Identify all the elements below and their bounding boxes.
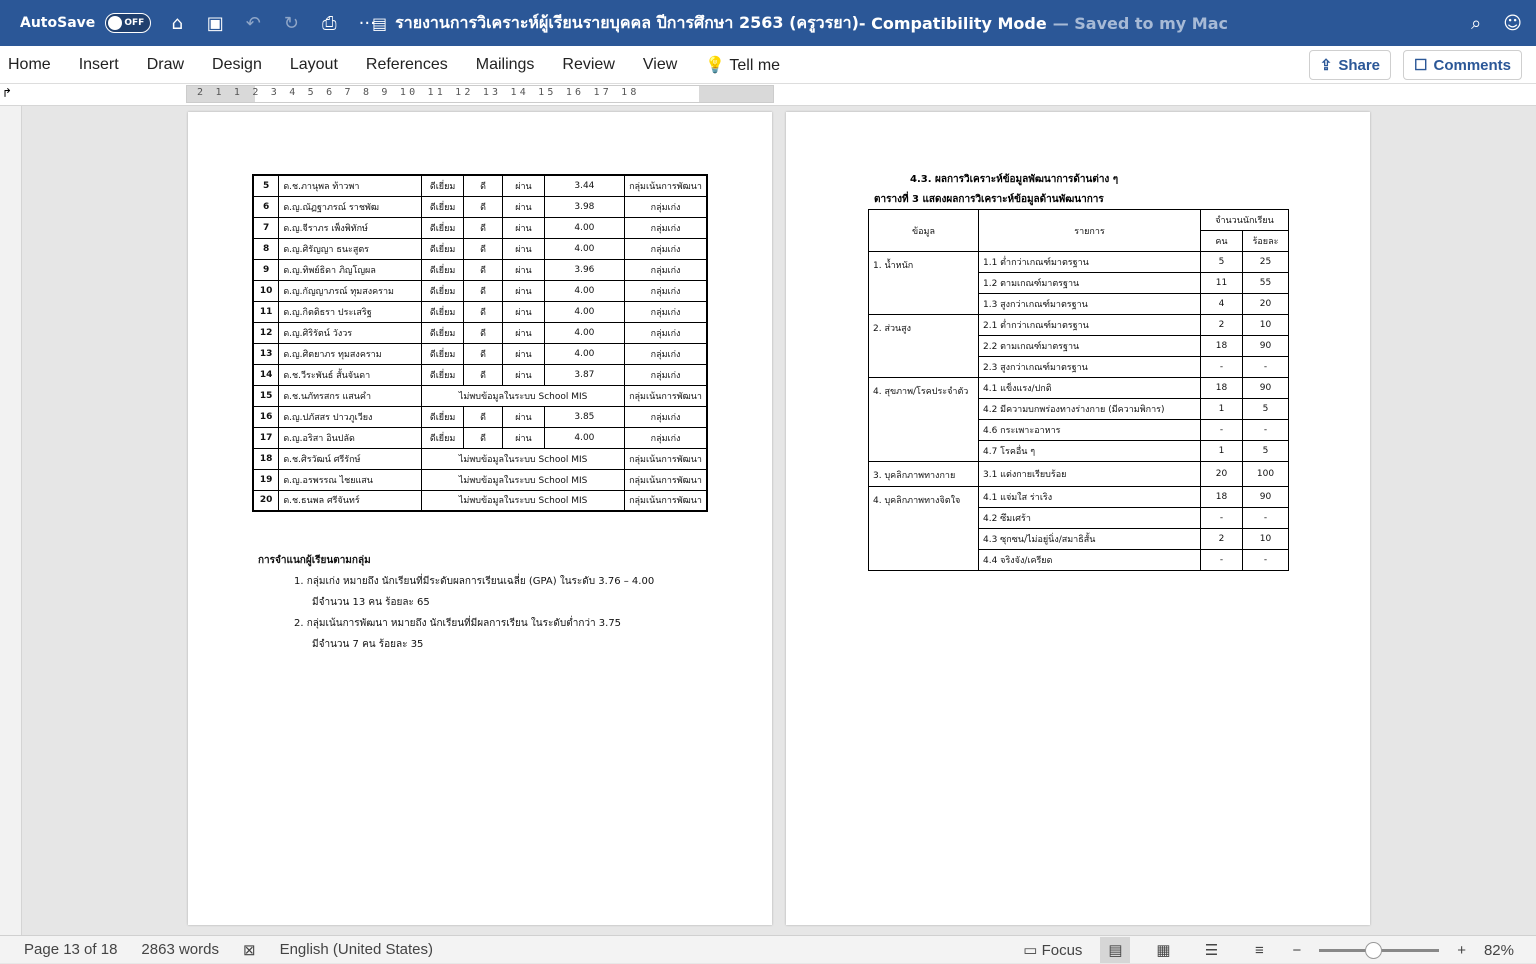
table-cell: ดีเยี่ยม bbox=[422, 364, 464, 385]
table-cell: 8 bbox=[253, 238, 279, 259]
page-indicator[interactable]: Page 13 of 18 bbox=[24, 941, 118, 958]
table-cell: กลุ่มเก่ง bbox=[625, 280, 707, 301]
table-cell: ผ่าน bbox=[503, 217, 544, 238]
tab-view[interactable]: View bbox=[642, 55, 678, 73]
table-cell: ดี bbox=[463, 322, 502, 343]
table-row bbox=[253, 238, 707, 259]
autosave-label: AutoSave bbox=[20, 15, 96, 31]
table-cell: 18 bbox=[1201, 378, 1243, 399]
list-item: 1. กลุ่มเก่ง หมายถึง นักเรียนที่มีระดับผลการเรียนเฉลี่ย (GPA) ในระดับ 3.76 – 4.00 bbox=[294, 576, 655, 587]
table-cell: 4.3 ซุกซน/ไม่อยู่นิ่ง/สมาธิสั้น bbox=[979, 529, 1201, 550]
table-cell: กลุ่มเก่ง bbox=[625, 364, 707, 385]
ruler-track[interactable] bbox=[186, 85, 774, 103]
table-cell: ดีเยี่ยม bbox=[422, 217, 464, 238]
group-label: 2. ส่วนสูง bbox=[869, 315, 979, 378]
table-row bbox=[253, 280, 707, 301]
list-item-detail: มีจำนวน 7 คน ร้อยละ 35 bbox=[312, 639, 424, 650]
grouping-section bbox=[258, 550, 654, 655]
table-row bbox=[869, 252, 1289, 273]
table-row bbox=[253, 322, 707, 343]
saved-status[interactable]: — Saved to my Mac bbox=[1052, 13, 1228, 33]
table-cell: ดีเยี่ยม bbox=[422, 175, 464, 196]
table-cell: ผ่าน bbox=[503, 196, 544, 217]
page-14[interactable] bbox=[786, 112, 1370, 925]
save-icon[interactable]: ▣ bbox=[206, 12, 224, 34]
table-cell: ดีเยี่ยม bbox=[422, 427, 464, 448]
share-label: Share bbox=[1338, 56, 1381, 74]
header-pct: ร้อยละ bbox=[1243, 231, 1289, 252]
section-heading: 4.3. ผลการวิเคราะห์ข้อมูลพัฒนาการด้านต่าง ๆ bbox=[910, 174, 1119, 185]
table-cell: ผ่าน bbox=[503, 322, 544, 343]
table-cell: - bbox=[1243, 357, 1289, 378]
table-cell: 4.00 bbox=[544, 217, 624, 238]
table-cell: 11 bbox=[1201, 273, 1243, 294]
tab-design[interactable]: Design bbox=[212, 55, 262, 73]
table-cell: ผ่าน bbox=[503, 364, 544, 385]
table-cell: ด.ญ.กัญญาภรณ์ ทุมสงคราม bbox=[279, 280, 422, 301]
search-icon[interactable]: ⌕ bbox=[1471, 12, 1482, 34]
development-table bbox=[868, 209, 1289, 571]
table-cell: กลุ่มเก่ง bbox=[625, 196, 707, 217]
table-cell: 90 bbox=[1243, 336, 1289, 357]
table-cell: ดีเยี่ยม bbox=[422, 322, 464, 343]
autosave-state: OFF bbox=[124, 18, 145, 28]
tab-review[interactable]: Review bbox=[562, 55, 615, 73]
table-cell: กลุ่มเน้นการพัฒนา bbox=[625, 469, 707, 490]
table-cell: 6 bbox=[253, 196, 279, 217]
table-cell: กลุ่มเน้นการพัฒนา bbox=[625, 175, 707, 196]
table-cell: ด.ช.ศิรวัฒน์ ศรีรักษ์ bbox=[279, 448, 422, 469]
word-doc-icon: ▤ bbox=[372, 13, 388, 33]
table-cell: ผ่าน bbox=[503, 301, 544, 322]
tab-references[interactable]: References bbox=[365, 55, 448, 73]
table-cell: 20 bbox=[1243, 294, 1289, 315]
table-cell: กลุ่มเก่ง bbox=[625, 238, 707, 259]
table-row bbox=[253, 175, 707, 196]
table-row bbox=[253, 196, 707, 217]
table-cell: ผ่าน bbox=[503, 343, 544, 364]
ruler[interactable] bbox=[0, 84, 1536, 106]
table-cell: 4.1 แจ่มใส ร่าเริง bbox=[979, 487, 1201, 508]
table-cell: ด.ญ.อริสา อินปลัด bbox=[279, 427, 422, 448]
table-cell: 3.98 bbox=[544, 196, 624, 217]
table-cell: 5 bbox=[253, 175, 279, 196]
redo-icon[interactable]: ↻ bbox=[283, 12, 299, 34]
tab-insert[interactable]: Insert bbox=[78, 55, 119, 73]
autosave-toggle[interactable] bbox=[105, 13, 151, 33]
title-bar bbox=[0, 0, 1536, 46]
table-cell: กลุ่มเก่ง bbox=[625, 301, 707, 322]
table-cell: 90 bbox=[1243, 378, 1289, 399]
table-cell: 4.4 จริงจัง/เครียด bbox=[979, 550, 1201, 571]
table-cell: กลุ่มเน้นการพัฒนา bbox=[625, 490, 707, 511]
table-cell: 10 bbox=[253, 280, 279, 301]
focus-icon: ▭ bbox=[1023, 942, 1038, 959]
table-cell: ดี bbox=[463, 406, 502, 427]
zoom-level[interactable]: 82% bbox=[1483, 941, 1514, 959]
table-cell: 7 bbox=[253, 217, 279, 238]
document-canvas[interactable] bbox=[0, 106, 1536, 935]
zoom-thumb[interactable] bbox=[1365, 942, 1382, 959]
table-cell: 4.00 bbox=[544, 427, 624, 448]
header-item: รายการ bbox=[979, 210, 1201, 252]
table-cell: 3.44 bbox=[544, 175, 624, 196]
table-cell: 1.3 สูงกว่าเกณฑ์มาตรฐาน bbox=[979, 294, 1201, 315]
table-cell: ดีเยี่ยม bbox=[422, 343, 464, 364]
tab-tell-me[interactable] bbox=[691, 55, 794, 75]
compat-mode: - Compatibility Mode bbox=[858, 13, 1047, 33]
table-cell: ดีเยี่ยม bbox=[422, 301, 464, 322]
table-cell: ไม่พบข้อมูลในระบบ School MIS bbox=[422, 490, 625, 511]
table-row bbox=[869, 378, 1289, 399]
table-cell: ผ่าน bbox=[503, 427, 544, 448]
tab-mailings[interactable]: Mailings bbox=[475, 55, 535, 73]
list-item-detail: มีจำนวน 13 คน ร้อยละ 65 bbox=[312, 597, 430, 608]
table-cell: 5 bbox=[1243, 441, 1289, 462]
table-cell: 2 bbox=[1201, 529, 1243, 550]
table-row bbox=[869, 462, 1289, 487]
table-cell: ดี bbox=[463, 343, 502, 364]
table-cell: ดีเยี่ยม bbox=[422, 259, 464, 280]
table-row bbox=[253, 427, 707, 448]
table-cell: 18 bbox=[253, 448, 279, 469]
table-row bbox=[253, 364, 707, 385]
table-cell: 4.1 แข็งแรง/ปกติ bbox=[979, 378, 1201, 399]
table-row bbox=[253, 448, 707, 469]
table-cell: ด.ญ.ทิพย์ธิดา ภิญโญผล bbox=[279, 259, 422, 280]
more-icon[interactable]: ··· bbox=[358, 12, 376, 34]
table-cell: 11 bbox=[253, 301, 279, 322]
table-cell: 18 bbox=[1201, 487, 1243, 508]
language-indicator[interactable]: English (United States) bbox=[279, 941, 433, 958]
table-cell: ด.ช.วีระพันธ์ สั้นจันดา bbox=[279, 364, 422, 385]
table-cell: กลุ่มเก่ง bbox=[625, 322, 707, 343]
table-cell: 3.85 bbox=[544, 406, 624, 427]
share-icon: ⇪ bbox=[1319, 57, 1333, 74]
table-cell: 16 bbox=[253, 406, 279, 427]
table-cell: 3.96 bbox=[544, 259, 624, 280]
table-cell: 1.1 ต่ำกว่าเกณฑ์มาตรฐาน bbox=[979, 252, 1201, 273]
table-cell: ดี bbox=[463, 217, 502, 238]
table-cell: ด.ญ.ณัฏฐาภรณ์ ราชพัฒ bbox=[279, 196, 422, 217]
table-cell: - bbox=[1201, 508, 1243, 529]
tab-home[interactable]: Home bbox=[8, 55, 51, 73]
table-cell: ดี bbox=[463, 280, 502, 301]
table-cell: 4.00 bbox=[544, 238, 624, 259]
table-cell: ผ่าน bbox=[503, 259, 544, 280]
focus-label: Focus bbox=[1041, 942, 1083, 959]
table-cell: กลุ่มเก่ง bbox=[625, 259, 707, 280]
lightbulb-icon: 💡 bbox=[705, 56, 726, 74]
table-cell: ดี bbox=[463, 364, 502, 385]
status-bar bbox=[0, 935, 1536, 963]
table-cell: 90 bbox=[1243, 487, 1289, 508]
outline-icon[interactable]: ☰ bbox=[1204, 942, 1219, 959]
proofing-icon[interactable]: ⊠ bbox=[242, 941, 256, 959]
header-count: จำนวนนักเรียน bbox=[1201, 210, 1289, 231]
table-row bbox=[253, 406, 707, 427]
table-cell: ผ่าน bbox=[503, 280, 544, 301]
table-cell: ไม่พบข้อมูลในระบบ School MIS bbox=[422, 469, 625, 490]
table-cell: ด.ช.ภานุพล ท้าวพา bbox=[279, 175, 422, 196]
ruler-numbers: 2 1 1 2 3 4 5 6 7 8 9 10 11 12 13 14 15 16 17 18 bbox=[197, 87, 640, 98]
table-cell: กลุ่มเน้นการพัฒนา bbox=[625, 448, 707, 469]
table-row bbox=[869, 315, 1289, 336]
tab-draw[interactable]: Draw bbox=[146, 55, 185, 73]
group-label: 4. สุขภาพ/โรคประจำตัว bbox=[869, 378, 979, 462]
table-row bbox=[253, 301, 707, 322]
table-caption: ตารางที่ 3 แสดงผลการวิเคราะห์ข้อมูลด้านพัฒนาการ bbox=[874, 194, 1104, 205]
table-cell: 4.00 bbox=[544, 343, 624, 364]
comment-icon: ☐ bbox=[1414, 57, 1428, 74]
table-cell: ไม่พบข้อมูลในระบบ School MIS bbox=[422, 385, 625, 406]
table-cell: - bbox=[1243, 508, 1289, 529]
table-row bbox=[253, 469, 707, 490]
table-cell: 2.3 สูงกว่าเกณฑ์มาตรฐาน bbox=[979, 357, 1201, 378]
table-cell: 18 bbox=[1201, 336, 1243, 357]
table-cell: 12 bbox=[253, 322, 279, 343]
table-cell: 1.2 ตามเกณฑ์มาตรฐาน bbox=[979, 273, 1201, 294]
tell-me-label: Tell me bbox=[729, 56, 781, 74]
table-row bbox=[253, 217, 707, 238]
table-cell: 4.6 กระเพาะอาหาร bbox=[979, 420, 1201, 441]
table-cell: กลุ่มเก่ง bbox=[625, 427, 707, 448]
document-title bbox=[372, 0, 1228, 46]
page-13[interactable] bbox=[188, 112, 772, 925]
table-cell: ด.ช.นภัทรสกร แสนคำ bbox=[279, 385, 422, 406]
table-cell: ผ่าน bbox=[503, 175, 544, 196]
print-layout-icon[interactable]: ▤ bbox=[1100, 937, 1130, 963]
table-row bbox=[869, 487, 1289, 508]
table-row bbox=[253, 259, 707, 280]
focus-button[interactable] bbox=[1023, 941, 1082, 959]
table-cell: ดี bbox=[463, 196, 502, 217]
table-cell: 4.7 โรคอื่น ๆ bbox=[979, 441, 1201, 462]
group-label: 4. บุคลิกภาพทางจิตใจ bbox=[869, 487, 979, 571]
undo-icon[interactable]: ↶ bbox=[245, 12, 261, 34]
table-row bbox=[253, 490, 707, 511]
table-cell: ด.ช.ธนพล ศรีจันทร์ bbox=[279, 490, 422, 511]
draft-icon[interactable]: ≡ bbox=[1255, 941, 1264, 959]
table-cell: - bbox=[1201, 420, 1243, 441]
table-cell: 17 bbox=[253, 427, 279, 448]
header-n: คน bbox=[1201, 231, 1243, 252]
comments-label: Comments bbox=[1433, 56, 1511, 74]
table-cell: กลุ่มเก่ง bbox=[625, 406, 707, 427]
table-cell: ด.ญ.กิตติธรา ประเสริฐ bbox=[279, 301, 422, 322]
group-label: 1. น้ำหนัก bbox=[869, 252, 979, 315]
table-cell: ดีเยี่ยม bbox=[422, 280, 464, 301]
table-cell: กลุ่มเก่ง bbox=[625, 217, 707, 238]
left-margin-strip bbox=[0, 106, 22, 935]
table-cell: 5 bbox=[1201, 252, 1243, 273]
table-cell: 3.1 แต่งกายเรียบร้อย bbox=[979, 462, 1201, 487]
table-cell: กลุ่มเน้นการพัฒนา bbox=[625, 385, 707, 406]
table-cell: 15 bbox=[253, 385, 279, 406]
zoom-slider[interactable] bbox=[1319, 949, 1439, 952]
table-cell: 1 bbox=[1201, 399, 1243, 420]
table-cell: 20 bbox=[253, 490, 279, 511]
home-icon[interactable]: ⌂ bbox=[171, 12, 183, 34]
table-cell: ดี bbox=[463, 175, 502, 196]
web-layout-icon[interactable]: ▦ bbox=[1156, 942, 1171, 959]
table-cell: 100 bbox=[1243, 462, 1289, 487]
zoom-out-icon[interactable]: − bbox=[1292, 941, 1302, 959]
table-cell: ด.ญ.ศิรัญญา ธนะสูตร bbox=[279, 238, 422, 259]
tab-layout[interactable]: Layout bbox=[289, 55, 338, 73]
table-row bbox=[253, 343, 707, 364]
table-cell: ผ่าน bbox=[503, 238, 544, 259]
section-heading: การจำแนกผู้เรียนตามกลุ่ม bbox=[258, 555, 371, 566]
table-cell: 2.2 ตามเกณฑ์มาตรฐาน bbox=[979, 336, 1201, 357]
table-cell: ดี bbox=[463, 259, 502, 280]
share-button[interactable] bbox=[1309, 50, 1391, 80]
table-cell: ด.ญ.จีราภร เพ็งพิทักษ์ bbox=[279, 217, 422, 238]
account-icon[interactable]: ☺ bbox=[1503, 12, 1522, 34]
comments-button[interactable] bbox=[1403, 50, 1522, 80]
print-icon[interactable]: ⎙ bbox=[322, 12, 337, 34]
table-cell: 2 bbox=[1201, 315, 1243, 336]
table-cell: ด.ญ.ปภัสสร ปาวภูเวียง bbox=[279, 406, 422, 427]
table-cell: ดี bbox=[463, 301, 502, 322]
table-cell: 19 bbox=[253, 469, 279, 490]
table-cell: ไม่พบข้อมูลในระบบ School MIS bbox=[422, 448, 625, 469]
student-table bbox=[252, 174, 708, 512]
table-cell: ด.ญ.อรพรรณ ไชยแสน bbox=[279, 469, 422, 490]
header-info: ข้อมูล bbox=[869, 210, 979, 252]
table-cell: 55 bbox=[1243, 273, 1289, 294]
table-cell: 5 bbox=[1243, 399, 1289, 420]
table-cell: 10 bbox=[1243, 315, 1289, 336]
table-cell: ด.ญ.ศิตยาภร ทุมสงคราม bbox=[279, 343, 422, 364]
table-cell: - bbox=[1201, 357, 1243, 378]
table-cell: 4.2 ซึมเศร้า bbox=[979, 508, 1201, 529]
table-cell: 2.1 ต่ำกว่าเกณฑ์มาตรฐาน bbox=[979, 315, 1201, 336]
table-cell: ผ่าน bbox=[503, 406, 544, 427]
table-cell: ดีเยี่ยม bbox=[422, 406, 464, 427]
table-cell: 3.87 bbox=[544, 364, 624, 385]
table-cell: 4.00 bbox=[544, 301, 624, 322]
list-item: 2. กลุ่มเน้นการพัฒนา หมายถึง นักเรียนที่มีผลการเรียน ในระดับต่ำกว่า 3.75 bbox=[294, 618, 622, 629]
table-cell: - bbox=[1243, 550, 1289, 571]
table-cell: ด.ญ.ศิริรัตน์ วังวร bbox=[279, 322, 422, 343]
tab-stop-icon[interactable]: ↱ bbox=[2, 86, 13, 100]
table-cell: 20 bbox=[1201, 462, 1243, 487]
doc-title-text: รายงานการวิเคราะห์ผู้เรียนรายบุคคล ปีการศึกษา 2563 (ครูวรยา) bbox=[395, 12, 859, 32]
table-cell: 1 bbox=[1201, 441, 1243, 462]
table-cell: 13 bbox=[253, 343, 279, 364]
table-cell: 9 bbox=[253, 259, 279, 280]
table-cell: - bbox=[1243, 420, 1289, 441]
table-cell: 4 bbox=[1201, 294, 1243, 315]
table-cell: 14 bbox=[253, 364, 279, 385]
table-cell: 4.2 มีความบกพร่องทางร่างกาย (มีความพิการ) bbox=[979, 399, 1201, 420]
table-cell: ดีเยี่ยม bbox=[422, 196, 464, 217]
table-cell: ดีเยี่ยม bbox=[422, 238, 464, 259]
group-label: 3. บุคลิกภาพทางกาย bbox=[869, 462, 979, 487]
table-cell: 25 bbox=[1243, 252, 1289, 273]
table-cell: - bbox=[1201, 550, 1243, 571]
ribbon-tabs bbox=[0, 46, 1536, 84]
word-count[interactable]: 2863 words bbox=[141, 941, 219, 958]
table-row bbox=[253, 385, 707, 406]
table-cell: 10 bbox=[1243, 529, 1289, 550]
table-cell: ดี bbox=[463, 238, 502, 259]
table-cell: กลุ่มเก่ง bbox=[625, 343, 707, 364]
zoom-in-icon[interactable]: + bbox=[1457, 941, 1466, 959]
table-cell: 4.00 bbox=[544, 322, 624, 343]
table-cell: 4.00 bbox=[544, 280, 624, 301]
table-cell: ดี bbox=[463, 427, 502, 448]
